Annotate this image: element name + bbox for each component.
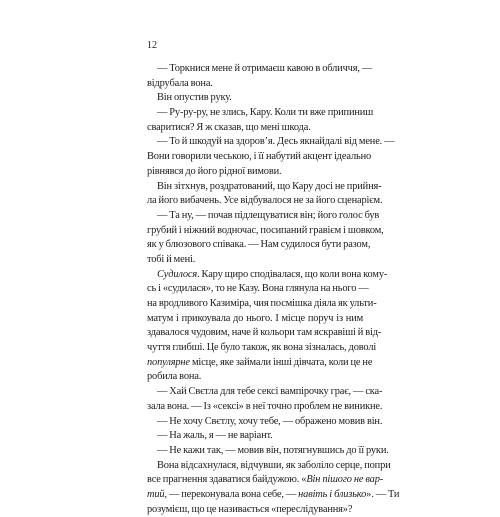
text-line: — Торкнися мене й отримаєш кавою в обличчя, —	[157, 63, 373, 74]
text-line: — Та ну, — почав підлещуватися він; його голос був	[157, 209, 380, 221]
text-line: — Не кажи так, — мовив він, потягнувшись до її руки.	[157, 444, 389, 456]
text-line: тобі й мені.	[147, 253, 196, 265]
text-line: Вона відсахнулася, відчувши, як заболіло серце, попри	[157, 459, 391, 471]
text-line: — Хай Свєтла для тебе сексі вампірочку грає, — ска-	[157, 386, 383, 398]
text-line: популярне місце, яке займали інші дівчата, коли це не	[147, 356, 373, 368]
text-line: матум і прикоувала до нього. І місце поруч із ним	[147, 312, 363, 324]
text-line: Він опустив руку.	[157, 92, 232, 104]
text-line: відрубала вона.	[147, 77, 213, 89]
text-line: — Ру-ру-ру, не злись, Кару. Коли ти вже припиниш	[157, 107, 374, 119]
text-line: грубий і ніжний водночас, посипаний гравієм і шовком,	[147, 224, 384, 236]
text-body	[147, 62, 400, 517]
text-line: чуття глибші. Це було також, як вона зізналась, доволі	[147, 342, 377, 354]
text-line: робила вона.	[147, 371, 202, 383]
text-line: тий, — переконувала вона себе, — навіть і близько». — Ти	[147, 488, 400, 500]
text-line: все прагнення здаватися байдужою. «Він пішого не вар-	[147, 474, 384, 486]
text-line: розумієш, що це називається «переслідування»?	[147, 503, 353, 515]
text-line: сваритися? Я ж сказав, що мені шкода.	[147, 121, 311, 133]
text-line: — То й шкодуй на здоров’я. Десь якнайдалі від мене. —	[157, 136, 395, 148]
text-line: зала вона. — Із «сексі» в неї точно проблем не виникне.	[147, 400, 383, 412]
text-line: — На жаль, я — не варіант.	[157, 430, 273, 442]
text-line: Вони говорили чеською, і її набутий акцент ідеально	[147, 151, 372, 163]
text-line: як у блюзового співака. — Нам судилося бути разом,	[147, 239, 371, 251]
text-line: на вродливого Казиміра, чия посмішка діяла як ульти-	[147, 298, 377, 309]
text-line: сь і «судилася», то не Казу. Вона глянула на нього —	[147, 283, 369, 295]
text-line: здавалося чудовим, наче й кольори там яскравіші й від-	[147, 327, 382, 339]
text-line: ла його вибачень. Усе відбувалося не за його сценарієм.	[147, 195, 383, 207]
text-line: — Не хочу Свєтлу, хочу тебе, — ображено мовив він.	[157, 415, 383, 427]
text-line: Судилося. Кару щиро сподівалася, що коли вона кому-	[157, 268, 388, 280]
text-line: рівнявся до його рідної вимови.	[147, 165, 282, 177]
text-line: Він зітхнув, роздратований, що Кару досі не прийня-	[157, 180, 382, 192]
page-number: 12	[147, 40, 157, 51]
